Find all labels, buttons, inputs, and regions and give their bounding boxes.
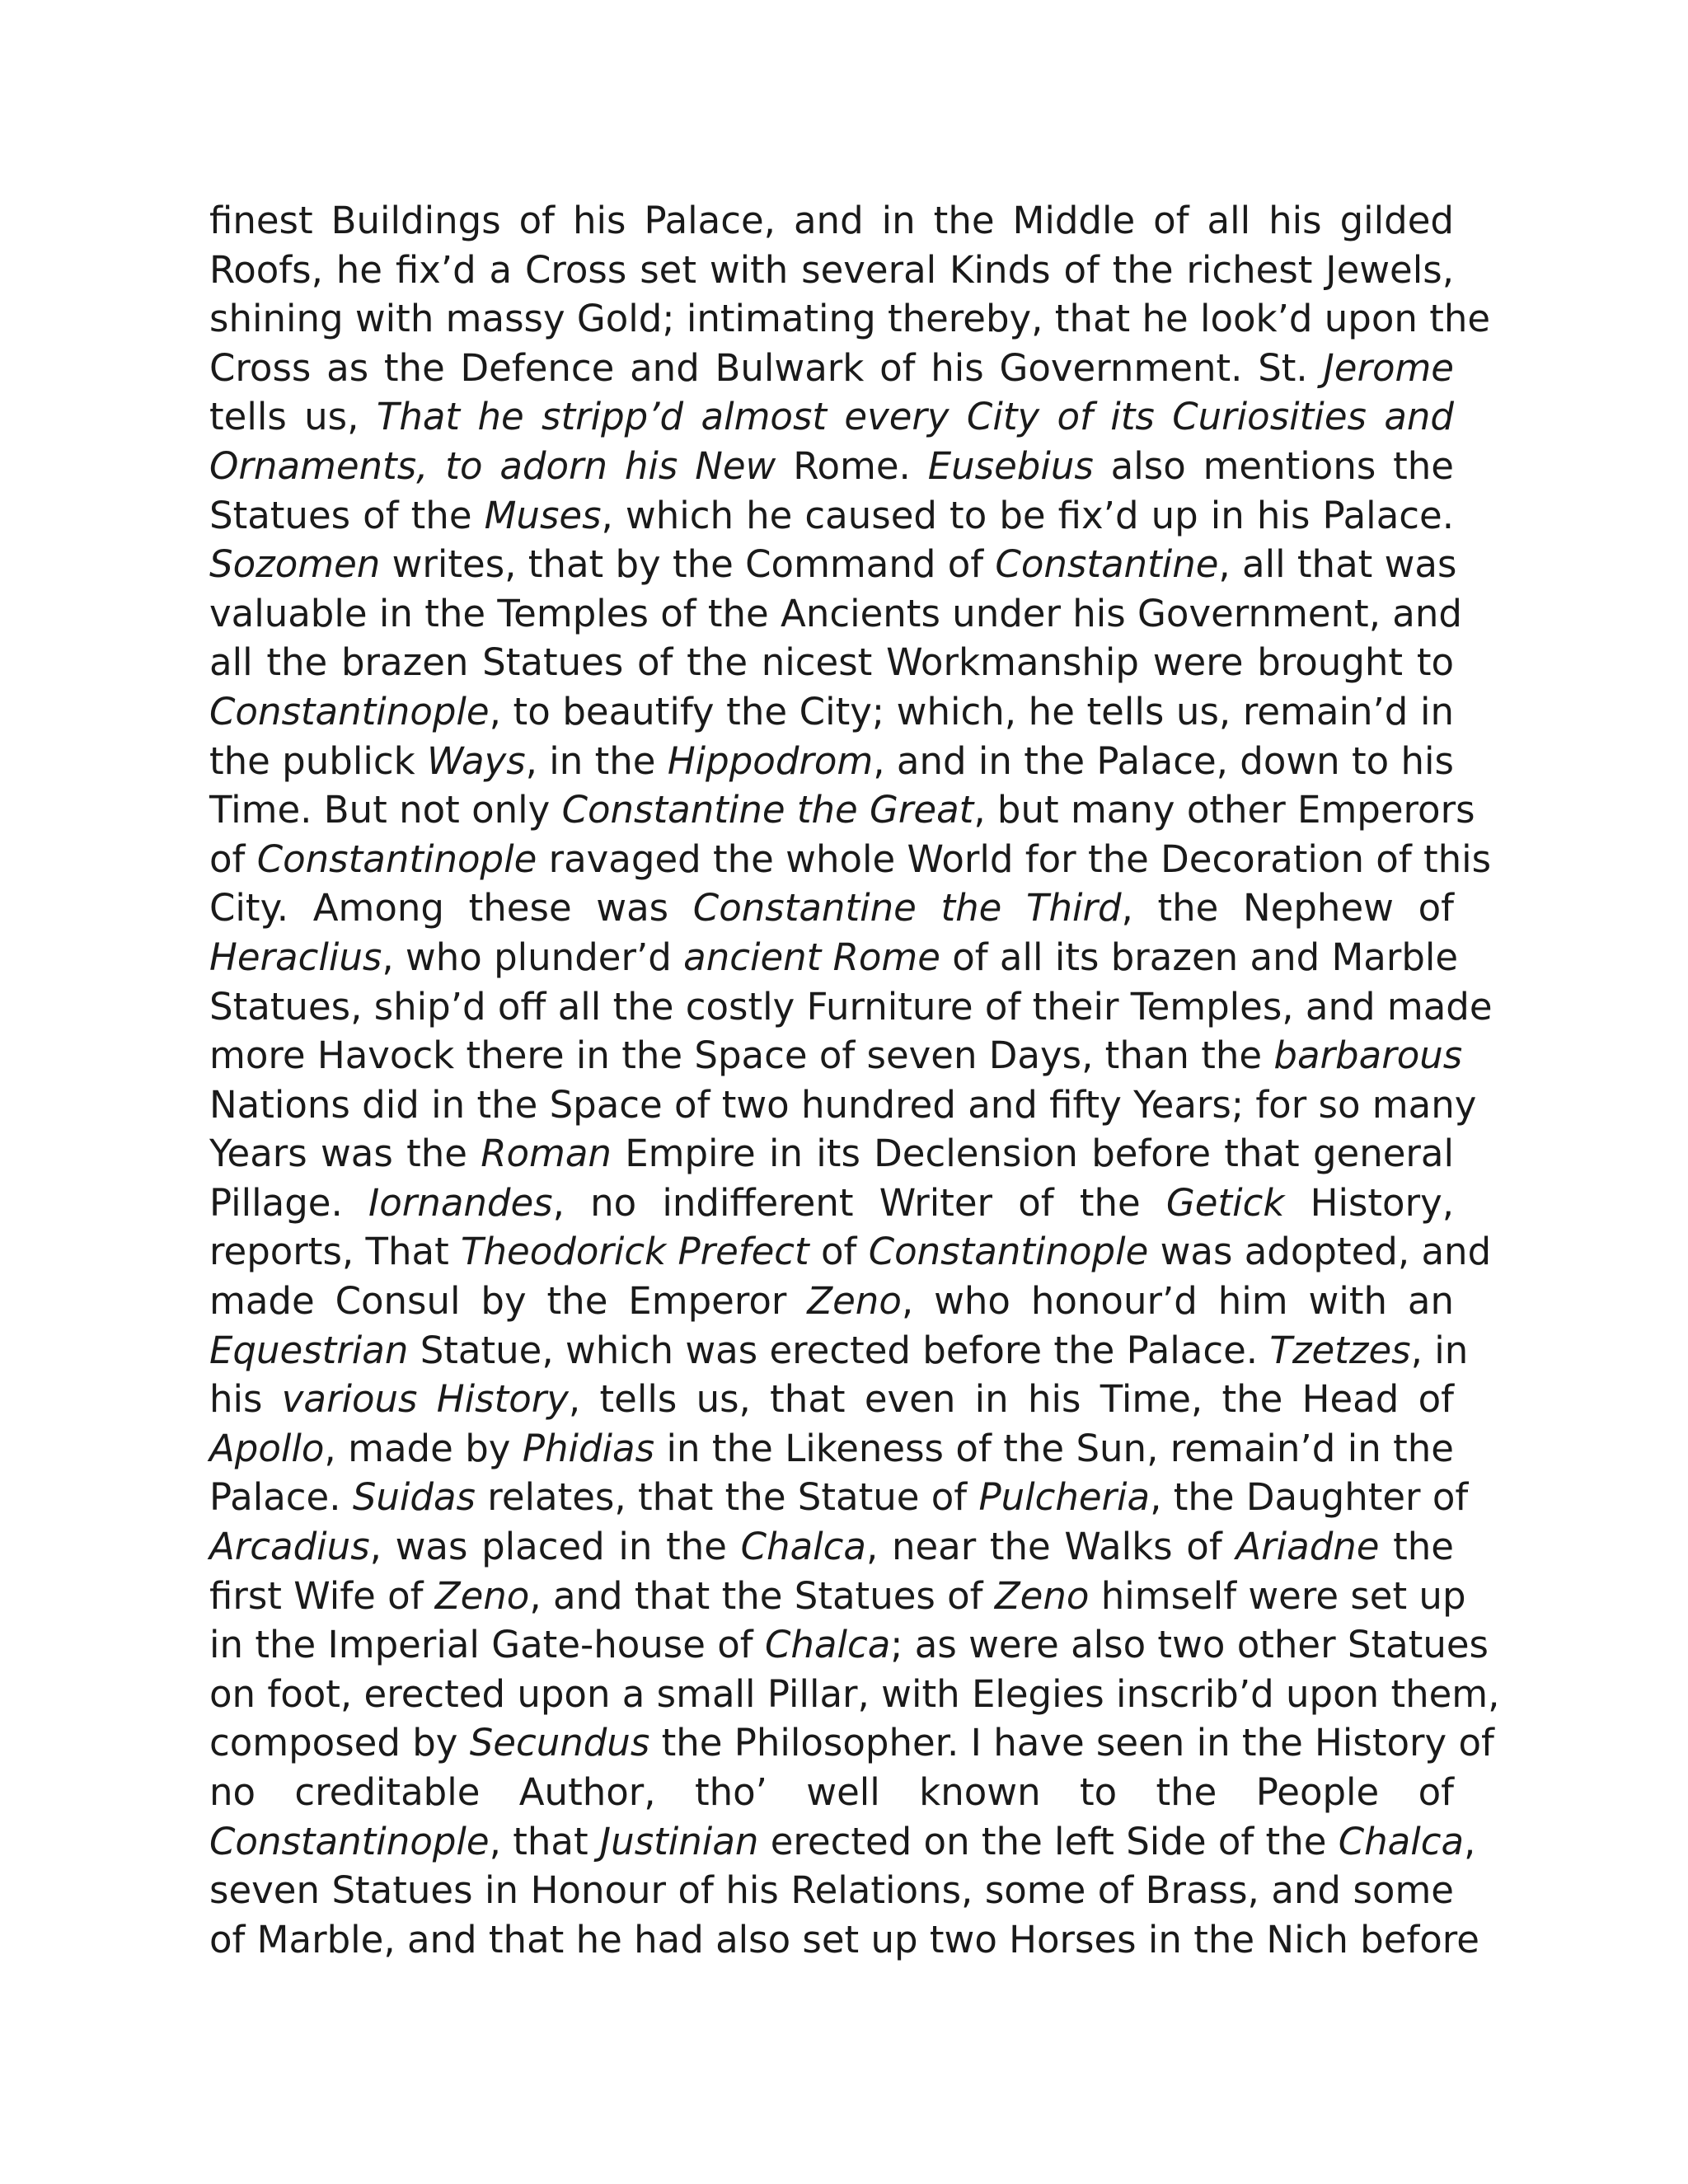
text-line xyxy=(209,540,1457,589)
italic-text: Pulcheria xyxy=(978,1475,1151,1520)
text-segment: History, xyxy=(1284,1180,1455,1225)
text-segment: Years was the xyxy=(209,1132,481,1176)
text-segment: , and in the Palace, down to his xyxy=(873,738,1454,783)
text-line xyxy=(209,835,1492,884)
text-segment: was adopted, and xyxy=(1148,1230,1492,1274)
text-segment: shining with massy Gold; intimating thereby, that he look’d upon the xyxy=(209,297,1491,341)
text-line xyxy=(209,1915,1479,1965)
text-line xyxy=(209,1718,1494,1768)
page-text xyxy=(209,196,1500,1964)
text-line xyxy=(209,1768,1454,1817)
text-line xyxy=(209,1129,1454,1179)
text-line xyxy=(209,1473,1469,1522)
text-segment: Statues of the xyxy=(209,493,485,537)
text-segment: the Philosopher. I have seen in the History of xyxy=(649,1721,1494,1765)
italic-text: Iornandes xyxy=(368,1180,553,1225)
text-segment: Empire in its Declension before that general xyxy=(611,1132,1454,1176)
text-segment: , to beautify the City; which, he tells us, remain’d in xyxy=(489,689,1454,733)
text-segment: , who honour’d him with an xyxy=(901,1279,1455,1324)
text-line xyxy=(209,589,1462,639)
text-segment: , who plunder’d xyxy=(382,935,684,979)
text-line xyxy=(209,1424,1454,1474)
text-segment: , made by xyxy=(324,1426,523,1470)
italic-text: Hippodrom xyxy=(667,738,874,783)
text-segment: his xyxy=(209,1377,282,1422)
text-segment: of xyxy=(809,1230,869,1274)
text-segment: Roofs, he fix’d a Cross set with several Kinds of the richest Jewels, xyxy=(209,247,1454,292)
italic-text: Theodorick Prefect xyxy=(461,1230,809,1274)
text-line xyxy=(209,933,1459,982)
text-segment: City. Among these was xyxy=(209,886,693,930)
text-segment: , the Nephew of xyxy=(1121,886,1454,930)
text-segment: the publick xyxy=(209,738,427,783)
italic-text: ancient Rome xyxy=(683,935,940,979)
italic-text: Constantine xyxy=(995,542,1219,587)
text-line xyxy=(209,1277,1454,1326)
text-segment: , but many other Emperors xyxy=(973,788,1475,832)
italic-text: Chalca xyxy=(764,1623,891,1667)
italic-text: Constantinople xyxy=(868,1230,1149,1274)
text-segment: tells us, xyxy=(209,395,377,439)
text-segment: also mentions the xyxy=(1093,443,1454,488)
text-segment: erected on the left Side of the xyxy=(758,1819,1339,1863)
text-segment: , no indifferent Writer of the xyxy=(552,1180,1166,1225)
text-segment: Time. But not only xyxy=(209,788,562,832)
italic-text: barbarous xyxy=(1273,1033,1463,1078)
text-line xyxy=(209,687,1454,737)
text-segment: , in xyxy=(1410,1328,1469,1372)
text-segment: , near the Walks of xyxy=(865,1525,1236,1569)
italic-text: Constantine the Third xyxy=(692,886,1122,930)
italic-text: various History xyxy=(281,1377,569,1422)
italic-text: Constantine the Great xyxy=(561,788,974,832)
text-segment: , xyxy=(1464,1819,1476,1863)
text-line xyxy=(209,294,1491,344)
text-line xyxy=(209,785,1475,835)
italic-text: Heraclius xyxy=(209,935,382,979)
text-segment: himself were set up xyxy=(1089,1573,1466,1618)
text-line xyxy=(209,737,1454,786)
text-line xyxy=(209,1522,1454,1572)
text-line xyxy=(209,442,1454,491)
italic-text: Constantinople xyxy=(209,1819,490,1863)
text-line xyxy=(209,491,1454,541)
text-segment: , that xyxy=(489,1819,600,1863)
text-line xyxy=(209,246,1454,295)
text-segment: the xyxy=(1379,1525,1454,1569)
text-segment: relates, that the Statue of xyxy=(476,1475,979,1520)
italic-text: Ariadne xyxy=(1236,1525,1380,1569)
text-line xyxy=(209,1031,1463,1080)
text-segment: , and that the Statues of xyxy=(529,1573,995,1618)
text-segment: no creditable Author, tho’ well known to the People of xyxy=(209,1770,1454,1814)
text-segment: , was placed in the xyxy=(369,1525,741,1569)
italic-text: Tzetzes xyxy=(1269,1328,1411,1372)
text-segment: first Wife of xyxy=(209,1573,435,1618)
text-segment: ravaged the whole World for the Decoration of this xyxy=(537,837,1492,881)
italic-text: That he stripp’d almost every City of its Curiosities and xyxy=(376,395,1454,439)
text-segment: of xyxy=(209,837,257,881)
italic-text: Eusebius xyxy=(927,443,1094,488)
text-segment: all the brazen Statues of the nicest Workmanship were brought to xyxy=(209,640,1454,685)
text-segment: Statue, which was erected before the Palace. xyxy=(408,1328,1270,1372)
text-segment: , the Daughter of xyxy=(1150,1475,1469,1520)
text-segment: writes, that by the Command of xyxy=(380,542,996,587)
text-segment: seven Statues in Honour of his Relations, some of Brass, and some xyxy=(209,1868,1454,1913)
text-segment: Rome. xyxy=(776,443,928,488)
text-line xyxy=(209,1866,1454,1915)
italic-text: Suidas xyxy=(352,1475,476,1520)
italic-text: Chalca xyxy=(740,1525,866,1569)
text-line xyxy=(209,1179,1454,1228)
italic-text: Muses xyxy=(484,493,602,537)
text-line xyxy=(209,982,1493,1032)
text-segment: Statues, ship’d off all the costly Furniture of their Temples, and made xyxy=(209,984,1493,1029)
text-line xyxy=(209,1572,1466,1621)
text-segment: , in the xyxy=(525,738,668,783)
text-line xyxy=(209,1670,1500,1719)
text-line xyxy=(209,1817,1476,1867)
italic-text: Constantinople xyxy=(209,689,490,733)
italic-text: Ways xyxy=(426,738,526,783)
text-line xyxy=(209,1375,1454,1424)
text-segment: , tells us, that even in his Time, the Head of xyxy=(568,1377,1454,1422)
text-segment: made Consul by the Emperor xyxy=(209,1279,808,1324)
italic-text: Jerome xyxy=(1323,345,1454,390)
text-line xyxy=(209,1620,1489,1670)
text-segment: Nations did in the Space of two hundred and fifty Years; for so many xyxy=(209,1082,1477,1127)
italic-text: Justinian xyxy=(599,1819,759,1863)
italic-text: Constantinople xyxy=(256,837,537,881)
italic-text: Zeno xyxy=(807,1279,902,1324)
text-segment: more Havock there in the Space of seven Days, than the xyxy=(209,1033,1274,1078)
italic-text: Equestrian xyxy=(209,1328,409,1372)
text-line xyxy=(209,1080,1477,1130)
italic-text: Getick xyxy=(1165,1180,1285,1225)
text-segment: , all that was xyxy=(1218,542,1457,587)
text-line xyxy=(209,1326,1469,1376)
text-line xyxy=(209,883,1454,933)
text-segment: , which he caused to be fix’d up in his Palace. xyxy=(601,493,1454,537)
text-segment: finest Buildings of his Palace, and in the Middle of all his gilded xyxy=(209,199,1454,242)
italic-text: Ornaments, to adorn his New xyxy=(209,443,776,488)
text-segment: of all its brazen and Marble xyxy=(940,935,1459,979)
text-segment: in the Imperial Gate-house of xyxy=(209,1623,765,1667)
text-segment: reports, That xyxy=(209,1230,462,1274)
italic-text: Secundus xyxy=(469,1721,650,1765)
text-segment: of Marble, and that he had also set up two Horses in the Nich before xyxy=(209,1917,1479,1961)
text-segment: valuable in the Temples of the Ancients under his Government, and xyxy=(209,591,1462,635)
text-segment: Cross as the Defence and Bulwark of his Government. St. xyxy=(209,345,1324,390)
italic-text: Roman xyxy=(481,1132,612,1176)
text-line xyxy=(209,1227,1492,1277)
text-line xyxy=(209,392,1454,442)
italic-text: Phidias xyxy=(522,1426,655,1470)
italic-text: Chalca xyxy=(1338,1819,1465,1863)
italic-text: Arcadius xyxy=(209,1525,370,1569)
text-segment: composed by xyxy=(209,1721,470,1765)
text-segment: Pillage. xyxy=(209,1180,368,1225)
italic-text: Apollo xyxy=(209,1426,325,1470)
text-segment: ; as were also two other Statues xyxy=(890,1623,1489,1667)
text-line xyxy=(209,344,1454,393)
italic-text: Zeno xyxy=(434,1573,530,1618)
text-line xyxy=(209,638,1454,687)
text-segment: in the Likeness of the Sun, remain’d in the xyxy=(654,1426,1454,1470)
text-segment: Palace. xyxy=(209,1475,353,1520)
text-line xyxy=(209,196,1454,246)
italic-text: Sozomen xyxy=(209,542,381,587)
italic-text: Zeno xyxy=(994,1573,1090,1618)
text-segment: on foot, erected upon a small Pillar, with Elegies inscrib’d upon them, xyxy=(209,1671,1500,1716)
